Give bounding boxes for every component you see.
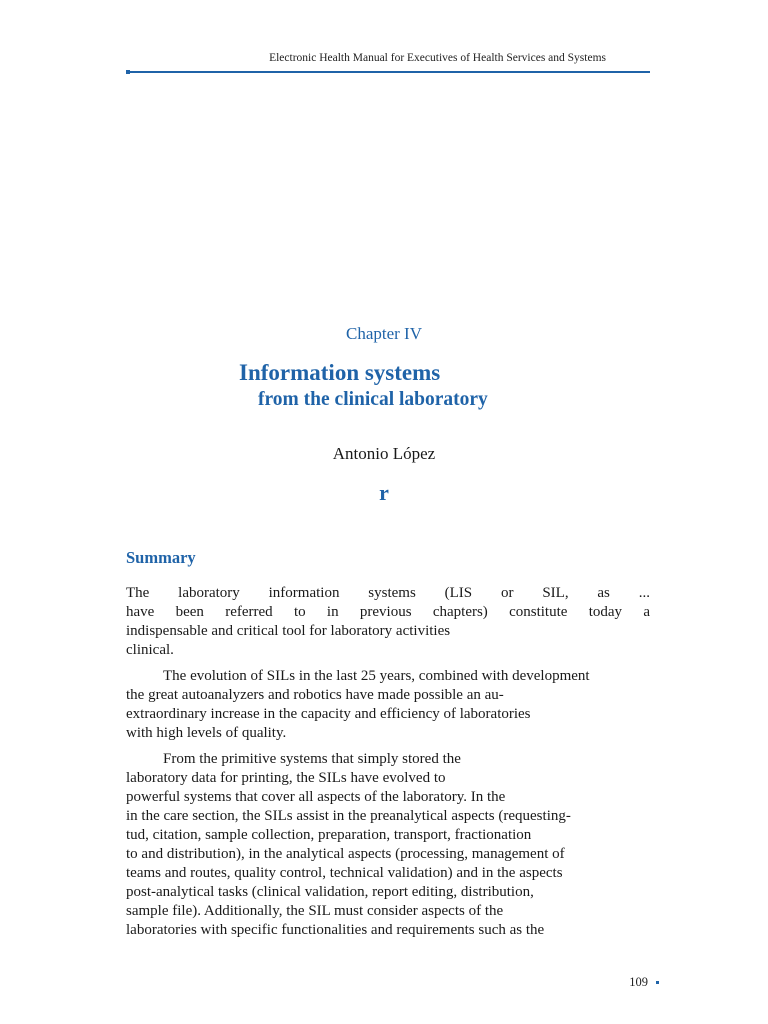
text-line: in the care section, the SILs assist in the preanalytical aspects (requesting- [126,808,571,824]
header-rule [126,71,650,73]
summary-paragraph-3 [126,750,650,940]
running-header-title: Electronic Health Manual for Executives of Health Services and Systems [269,52,606,64]
text-line: sample file). Additionally, the SIL must consider aspects of the [126,903,504,919]
summary-paragraph-2 [126,667,650,743]
text-line: laboratories with specific functionalities and requirements such as the [126,922,545,938]
text-line: extraordinary increase in the capacity and efficiency of laboratories [126,706,531,722]
text-line: clinical. [126,642,174,658]
text-line: powerful systems that cover all aspects of the laboratory. In the [126,789,506,805]
chapter-subtitle: from the clinical laboratory [258,389,488,410]
text-line: to and distribution), in the analytical aspects (processing, management of [126,846,565,862]
header-marker-square [126,70,130,74]
summary-body [126,584,650,947]
ornament-glyph-icon: r [379,480,389,505]
footer-marker-square [656,981,659,984]
text-line: tud, citation, sample collection, preparation, transport, fractionation [126,827,532,843]
text-line: The laboratory information systems (LIS or SIL, as ... [126,585,650,601]
summary-heading: Summary [126,548,196,567]
text-line: The evolution of SILs in the last 25 years, combined with development [163,668,590,684]
text-line: indispensable and critical tool for laboratory activities [126,623,451,639]
summary-paragraph-1 [126,584,650,660]
text-line: the great autoanalyzers and robotics have made possible an au- [126,687,504,703]
text-line: teams and routes, quality control, technical validation) and in the aspects [126,865,563,881]
text-line: From the primitive systems that simply stored the [163,751,461,767]
text-line: post-analytical tasks (clinical validation, report editing, distribution, [126,884,534,900]
running-header [126,50,650,76]
text-line: with high levels of quality. [126,725,287,741]
chapter-title: Information systems [239,360,441,385]
text-line: laboratory data for printing, the SILs have evolved to [126,770,446,786]
text-line: have been referred to in previous chapters) constitute today a [126,604,650,620]
chapter-label: Chapter IV [345,324,422,343]
author-name: Antonio López [332,444,436,463]
page-number: 109 [629,975,648,989]
page-footer [600,975,660,991]
